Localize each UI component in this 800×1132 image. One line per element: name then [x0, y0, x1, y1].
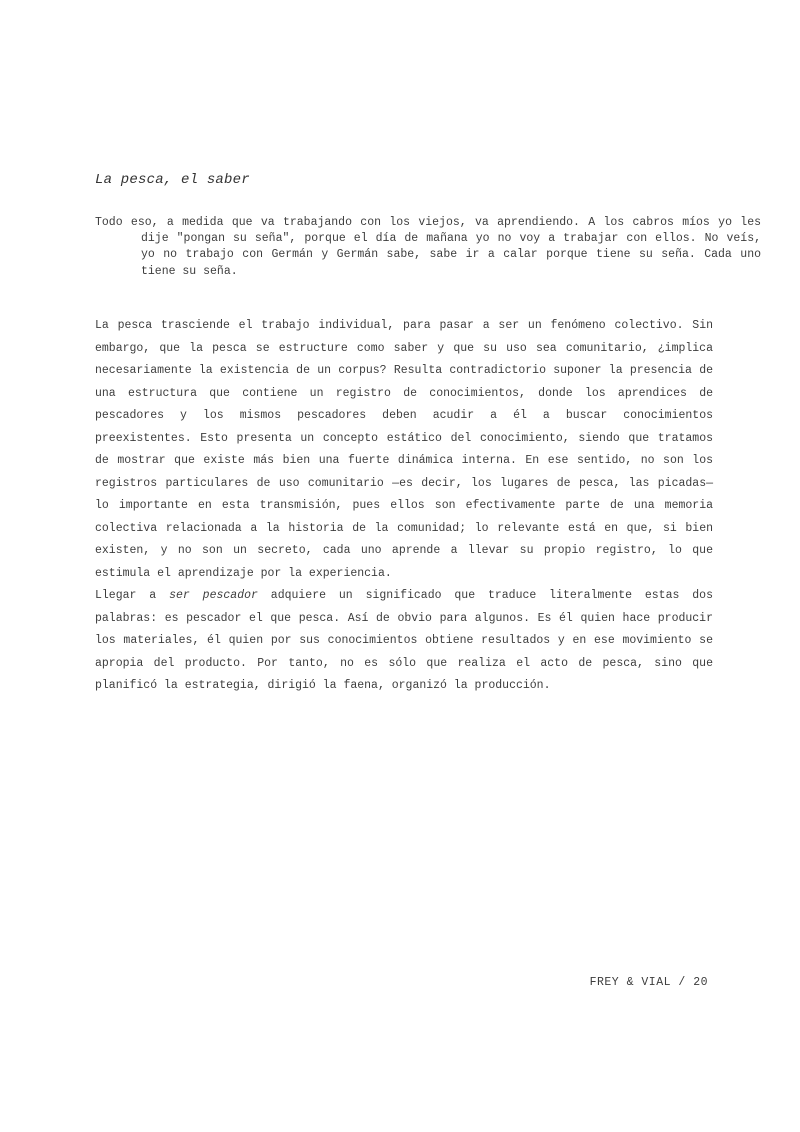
section-title: La pesca, el saber — [95, 172, 250, 188]
paragraph-2-lead: Llegar a — [95, 589, 170, 602]
paragraph-2-emphasis: ser pescador — [169, 589, 258, 602]
paragraph-2-rest: adquiere un significado que traduce literalmente estas dos palabras: es pescador el que pesca. Así de obvio para algunos. Es él quien hace producir los materiales, él quien por sus conocimientos obtiene resultados y en ese movimiento se apropia del producto. Por tanto, no es sólo que realiza el acto de pesca, sino que planificó la estrategia, dirigió la faena, organizó la producción. — [95, 589, 713, 692]
paragraph-1: La pesca trasciende el trabajo individual, para pasar a ser un fenómeno colectivo. Sin embargo, que la pesca se estructure como saber y que su uso sea comunitario, ¿implica necesariamente la existencia de un corpus? Resulta contradictorio suponer la presencia de una estructura que contiene un registro de conocimientos, donde los aprendices de pescadores y los mismos pescadores deben acudir a él a buscar conocimientos preexistentes. Esto presenta un concepto estático del conocimiento, siendo que tratamos de mostrar que existe más bien una fuerte dinámica interna. En ese sentido, no son los registros particulares de uso comunitario —es decir, los lugares de pesca, las picadas— lo importante en esta transmisión, pues ellos son efectivamente parte de una memoria colectiva relacionada a la historia de la comunidad; lo relevante está en que, si bien existen, y no son un secreto, cada uno aprende a llevar su propio registro, lo que estimula el aprendizaje por la experiencia. — [95, 319, 713, 580]
paragraph-2 — [95, 585, 713, 698]
interview-quote: Todo eso, a medida que va trabajando con los viejos, va aprendiendo. A los cabros míos yo les dije "pongan su seña", porque el día de mañana yo no voy a trabajar con ellos. No veís, yo no trabajo con Germán y Germán sabe, sabe ir a calar porque tiene su seña. Cada uno tiene su seña. — [95, 216, 761, 278]
page-footer: FREY & VIAL / 20 — [589, 976, 708, 989]
body-text — [95, 315, 713, 698]
